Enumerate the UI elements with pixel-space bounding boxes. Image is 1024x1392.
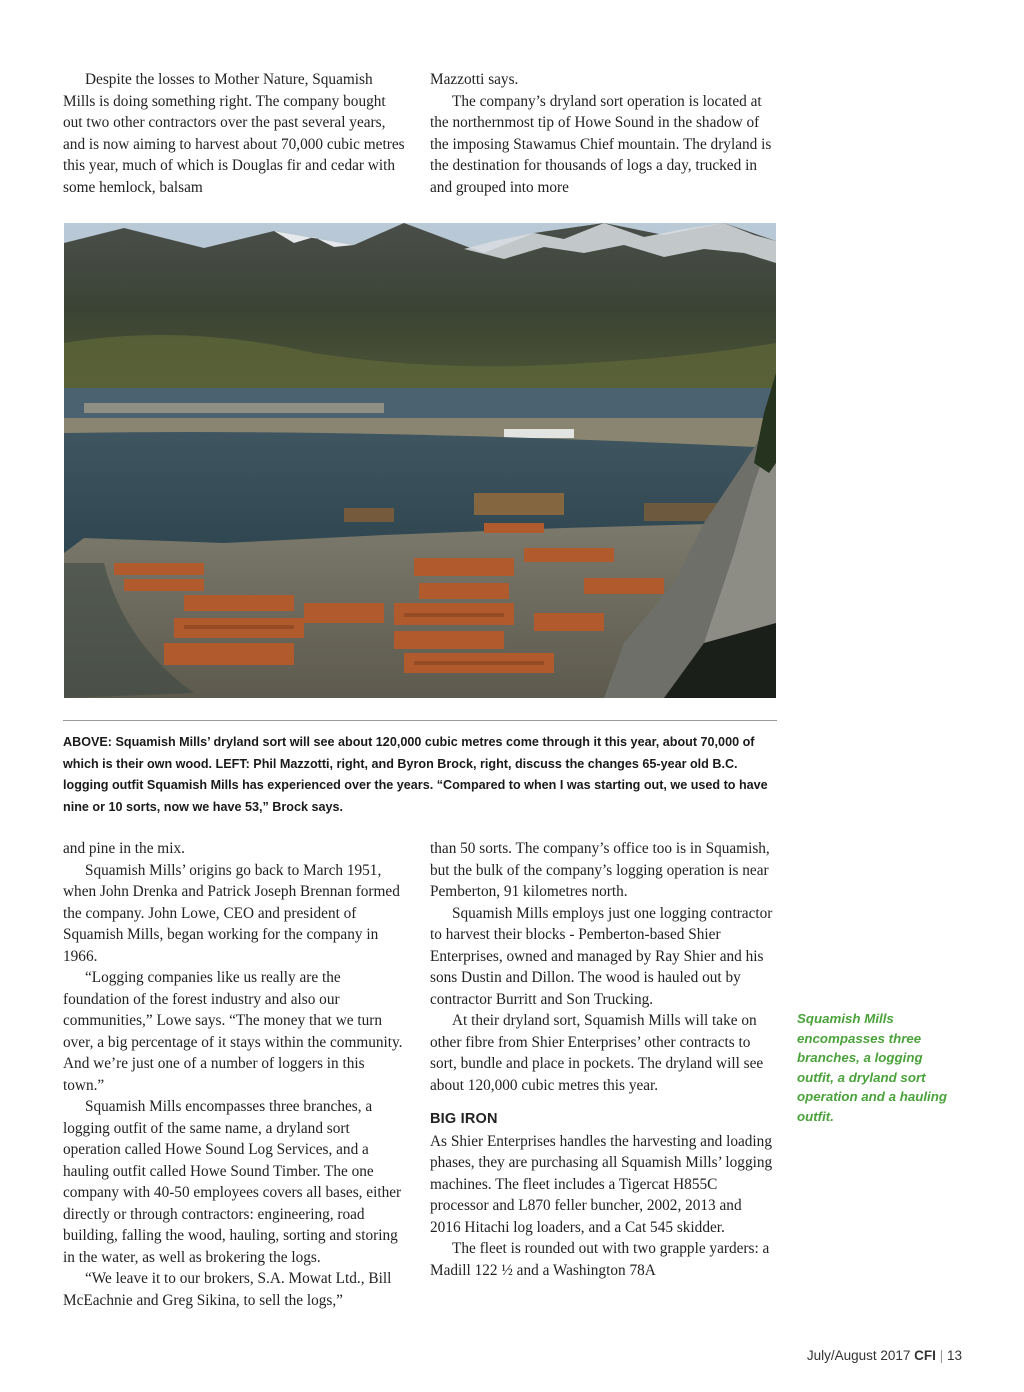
article-column-top-left: [63, 69, 408, 198]
paragraph: than 50 sorts. The company’s office too is in Squamish, but the bulk of the company’s logging operation is near Pemberton, 91 kilometres north.: [430, 840, 770, 900]
paragraph: Squamish Mills employs just one logging contractor to harvest their blocks - Pemberton-based Shier Enterprises, owned and managed by Ray Shier and his sons Dustin and Dillon. The wood is hauled out by contractor Burritt and Son Trucking.: [430, 904, 773, 1008]
section-subhead: BIG IRON: [430, 1111, 498, 1127]
paragraph: and pine in the mix.: [63, 840, 185, 857]
article-column-bottom-right: [430, 838, 775, 1281]
paragraph: Despite the losses to Mother Nature, Squamish Mills is doing something right. The company bought out two other contractors over the past several years, and is now aiming to harvest about 70,000 cubic metres this year, much of which is Douglas fir and cedar with some hemlock, balsam: [63, 71, 405, 196]
paragraph: “We leave it to our brokers, S.A. Mowat Ltd., Bill McEachnie and Greg Sikina, to sell the logs,”: [63, 1270, 392, 1309]
paragraph: As Shier Enterprises handles the harvesting and loading phases, they are purchasing all Squamish Mills’ logging machines. The fleet includes a Tigercat H855C processor and L870 feller buncher, 2002, 2013 and 2016 Hitachi log loaders, and a Cat 545 skidder.: [430, 1132, 773, 1236]
caption-divider: [63, 720, 777, 721]
page-number: 13: [946, 1348, 962, 1363]
paragraph: “Logging companies like us really are the foundation of the forest industry and also our communities,” Lowe says. “The money that we turn over, a big percentage of it stays within the community. And we’re just one of a number of loggers in this town.”: [63, 969, 403, 1094]
paragraph: The fleet is rounded out with two grapple yarders: a Madill 122 ½ and a Washington 78A: [430, 1240, 770, 1279]
pull-quote: Squamish Mills encompasses three branches, a logging outfit, a dryland sort operation and a hauling outfit.: [797, 1011, 947, 1124]
paragraph: Squamish Mills encompasses three branches, a logging outfit of the same name, a dryland sort operation called Howe Sound Log Services, and a hauling outfit called Howe Sound Timber. The one company with 40-50 employees covers all bases, either directly or through contractors: engineering, road building, falling the wood, hauling, sorting and storing in the water, as well as brokering the logs.: [63, 1098, 402, 1266]
photo-caption: ABOVE: Squamish Mills’ dryland sort will see about 120,000 cubic metres come through it this year, about 70,000 of which is their own wood. LEFT: Phil Mazzotti, right, and Byron Brock, right, discuss the changes 65-year old B.C. logging outfit Squamish Mills has experienced over the years. “Compared to when I was starting out, we used to have nine or 10 sorts, now we have 53,” Brock says.: [63, 735, 768, 814]
magazine-name: CFI: [914, 1348, 936, 1363]
article-column-bottom-left: [63, 838, 408, 1311]
article-column-top-right: [430, 69, 775, 198]
paragraph: Squamish Mills’ origins go back to March 1951, when John Drenka and Patrick Joseph Brennan formed the company. John Lowe, CEO and president of Squamish Mills, began working for the company in 1966.: [63, 861, 400, 965]
page-folio: July/August 2017 CFI | 13: [806, 1348, 962, 1363]
paragraph: Mazzotti says.: [430, 71, 519, 88]
paragraph: At their dryland sort, Squamish Mills will take on other fibre from Shier Enterprises’ other contracts to sort, bundle and place in pockets. The dryland will see about 120,000 cubic metres this year.: [430, 1012, 764, 1094]
issue-date: July/August 2017: [806, 1348, 911, 1363]
dryland-sort-photo: [64, 223, 776, 698]
paragraph: The company’s dryland sort operation is located at the northernmost tip of Howe Sound in the shadow of the imposing Stawamus Chief mountain. The dryland is the destination for thousands of logs a day, trucked in and grouped into more: [430, 92, 772, 196]
